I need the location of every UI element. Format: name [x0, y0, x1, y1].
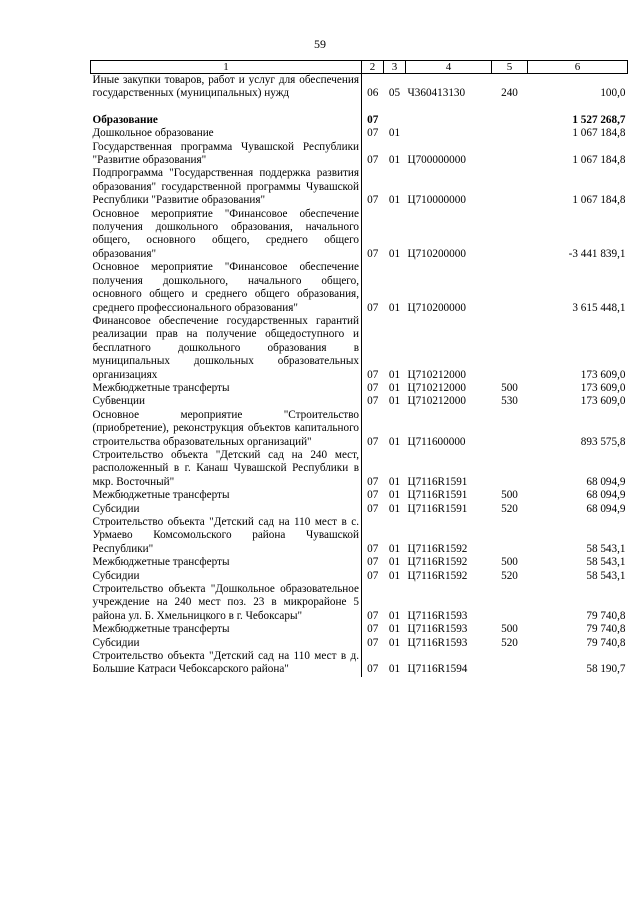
section-code-cell: 07 [367, 569, 379, 582]
expense-type-cell: 520 [501, 636, 518, 649]
amount-cell: 58 543,1 [586, 569, 626, 582]
subsection-code-cell: 01 [388, 663, 401, 676]
subsection-code-cell: 01 [388, 435, 401, 448]
subsection-code-cell: 01 [388, 395, 401, 408]
spacer-cell [406, 101, 492, 114]
section-code-cell: 07 [367, 663, 379, 676]
row-name-cell: Субсидии [91, 637, 362, 650]
expense-type-cell [492, 449, 528, 489]
subsection-code-cell: 01 [388, 556, 401, 569]
section-code-cell: 07 [367, 502, 379, 515]
expense-type-cell [492, 409, 528, 449]
subsection-code-cell: 01 [388, 301, 401, 314]
target-article-cell: Ц7116R1593 [407, 609, 468, 622]
row-name-cell: Основное мероприятие "Финансовое обеспечение получения дошкольного, начального общего, основного общего и среднего общего образования, среднего профессионального образования" [91, 261, 362, 315]
row-name-cell: Государственная программа Чувашской Республики "Развитие образования" [91, 141, 362, 168]
expense-type-cell: 520 [501, 569, 518, 582]
amount-cell: 79 740,8 [586, 609, 626, 622]
row-name-cell: Субсидии [91, 570, 362, 583]
expense-type-cell: 240 [501, 87, 518, 100]
table-row [91, 261, 628, 315]
section-code-cell: 07 [367, 368, 379, 381]
table-row [91, 583, 628, 623]
subsection-code-cell: 01 [388, 127, 401, 140]
section-code-cell: 07 [367, 556, 379, 569]
subsection-code-cell: 01 [388, 489, 401, 502]
target-article-cell: Ц711600000 [407, 435, 466, 448]
row-name-cell: Основное мероприятие "Финансовое обеспечение получения дошкольного образования, начального общего, основного общего, среднего общего образования" [91, 208, 362, 262]
section-code-cell: 07 [367, 475, 379, 488]
table-row [91, 208, 628, 262]
expense-type-cell [492, 650, 528, 677]
table-row [91, 127, 628, 140]
section-code-cell: 07 [367, 381, 379, 394]
column-header: 6 [528, 61, 628, 74]
row-name-cell: Межбюджетные трансферты [91, 623, 362, 636]
subsection-code-cell: 01 [388, 542, 401, 555]
amount-cell: 1 067 184,8 [572, 194, 626, 207]
amount-cell: 100,0 [600, 87, 626, 100]
row-name-cell: Межбюджетные трансферты [91, 382, 362, 395]
subsection-code-cell: 01 [388, 609, 401, 622]
target-article-cell: Ц7116R1593 [407, 636, 468, 649]
amount-cell: 173 609,0 [580, 368, 626, 381]
row-name-cell: Субвенции [91, 395, 362, 408]
column-header: 3 [384, 61, 406, 74]
amount-cell: 58 190,7 [586, 663, 626, 676]
expense-type-cell: 500 [501, 489, 518, 502]
amount-cell: 79 740,8 [586, 636, 626, 649]
subsection-code-cell: 01 [388, 154, 401, 167]
amount-cell: 173 609,0 [580, 395, 626, 408]
amount-cell: 68 094,9 [586, 502, 626, 515]
table-row [91, 489, 628, 502]
subsection-code-cell: 01 [388, 381, 401, 394]
table-row [91, 570, 628, 583]
target-article-cell: Ц710200000 [407, 247, 466, 260]
amount-cell: 3 615 448,1 [572, 301, 626, 314]
expense-type-cell: 500 [501, 381, 518, 394]
section-code-cell: 07 [367, 609, 379, 622]
target-article-cell: Ц710212000 [407, 381, 466, 394]
row-name-cell: Образование [91, 114, 362, 127]
section-code-cell: 07 [367, 542, 379, 555]
amount-cell: 58 543,1 [586, 542, 626, 555]
expense-type-cell: 530 [501, 395, 518, 408]
table-row [91, 141, 628, 168]
expense-type-cell [492, 114, 528, 127]
row-name-cell: Строительство объекта "Детский сад на 110 мест в с. Урмаево Комсомольского района Чувашской Республики" [91, 516, 362, 556]
amount-cell: 173 609,0 [580, 381, 626, 394]
table-row [91, 395, 628, 408]
target-article-cell [406, 114, 492, 127]
column-header: 1 [91, 61, 362, 74]
expense-type-cell: 500 [501, 556, 518, 569]
amount-cell: 1 067 184,8 [572, 154, 626, 167]
row-name-cell: Субсидии [91, 503, 362, 516]
table-row [91, 516, 628, 556]
table-row [91, 503, 628, 516]
row-name-cell: Финансовое обеспечение государственных гарантий реализации прав на получение общедоступного и бесплатного дошкольного образования в муниципальных дошкольных образовательных организациях [91, 315, 362, 382]
subsection-code-cell: 05 [388, 87, 401, 100]
table-body [91, 74, 628, 677]
subsection-code-cell: 01 [388, 569, 401, 582]
target-article-cell: Ц7116R1592 [407, 542, 468, 555]
spacer-cell [492, 101, 528, 114]
expense-type-cell [492, 315, 528, 382]
amount-cell: 58 543,1 [586, 556, 626, 569]
amount-cell: 1 067 184,8 [572, 127, 626, 140]
table-row [91, 74, 628, 101]
spacer-cell [362, 101, 384, 114]
column-header: 2 [362, 61, 384, 74]
column-header: 4 [406, 61, 492, 74]
table-row [91, 650, 628, 677]
section-code-cell: 07 [367, 127, 379, 140]
section-code-cell: 07 [367, 489, 379, 502]
target-article-cell: Ц7116R1592 [407, 569, 468, 582]
row-name-cell: Строительство объекта "Детский сад на 240 мест, расположенный в г. Канаш Чувашской Республики в мкр. Восточный" [91, 449, 362, 489]
row-name-cell: Подпрограмма "Государственная поддержка развития образования" государственной программы Чувашской Республики "Развитие образования" [91, 167, 362, 207]
table-row [91, 556, 628, 569]
table-row [91, 449, 628, 489]
amount-cell: 893 575,8 [580, 435, 626, 448]
row-name-cell: Межбюджетные трансферты [91, 556, 362, 569]
column-header: 5 [492, 61, 528, 74]
subsection-code-cell: 01 [388, 194, 401, 207]
section-code-cell: 07 [367, 395, 379, 408]
row-name-cell: Строительство объекта "Детский сад на 110 мест в д. Большие Катраси Чебоксарского района" [91, 650, 362, 677]
section-code-cell: 07 [367, 435, 379, 448]
table-row [91, 315, 628, 382]
spacer-cell [384, 101, 406, 114]
expense-type-cell [492, 261, 528, 315]
page-number: 59 [314, 37, 326, 51]
target-article-cell: Ц700000000 [407, 154, 466, 167]
section-code-cell: 07 [367, 636, 379, 649]
target-article-cell: Ц710000000 [407, 194, 466, 207]
table-row [91, 623, 628, 636]
amount-cell: 1 527 268,7 [572, 113, 626, 126]
section-code-cell: 07 [367, 194, 379, 207]
subsection-code-cell [384, 114, 406, 127]
subsection-code-cell: 01 [388, 368, 401, 381]
target-article-cell: Ч360413130 [407, 87, 466, 100]
row-name-cell: Строительство объекта "Дошкольное образовательное учреждение на 240 мест поз. 23 в микрорайоне 5 района ул. Б. Хмельницкого в г. Чебоксары" [91, 583, 362, 623]
expense-type-cell [492, 127, 528, 140]
table-header-row [91, 61, 628, 74]
section-code-cell: 07 [367, 247, 379, 260]
table-row [91, 409, 628, 449]
section-code-cell: 07 [367, 301, 379, 314]
subsection-code-cell: 01 [388, 623, 401, 636]
expense-type-cell [492, 141, 528, 168]
subsection-code-cell: 01 [388, 247, 401, 260]
section-code-cell: 07 [367, 623, 379, 636]
section-code-cell: 07 [367, 113, 379, 126]
amount-cell: 79 740,8 [586, 623, 626, 636]
target-article-cell: Ц7116R1594 [407, 663, 468, 676]
target-article-cell [406, 127, 492, 140]
expense-type-cell: 520 [501, 502, 518, 515]
table-row [91, 637, 628, 650]
target-article-cell: Ц7116R1592 [407, 556, 468, 569]
subsection-code-cell: 01 [388, 636, 401, 649]
expense-type-cell [492, 167, 528, 207]
section-code-cell: 06 [367, 87, 379, 100]
target-article-cell: Ц7116R1593 [407, 623, 468, 636]
target-article-cell: Ц7116R1591 [407, 502, 468, 515]
amount-cell: 68 094,9 [586, 475, 626, 488]
row-name-cell: Основное мероприятие "Строительство (приобретение), реконструкция объектов капитального строительства образовательных организаций" [91, 409, 362, 449]
subsection-code-cell: 01 [388, 502, 401, 515]
target-article-cell: Ц7116R1591 [407, 489, 468, 502]
target-article-cell: Ц710212000 [407, 395, 466, 408]
spacer-cell [528, 101, 628, 114]
target-article-cell: Ц7116R1591 [407, 475, 468, 488]
amount-cell: -3 441 839,1 [568, 247, 626, 260]
section-code-cell: 07 [367, 154, 379, 167]
amount-cell: 68 094,9 [586, 489, 626, 502]
expense-type-cell [492, 516, 528, 556]
row-name-cell: Межбюджетные трансферты [91, 489, 362, 502]
spacer-cell [91, 101, 362, 114]
expense-type-cell [492, 208, 528, 262]
target-article-cell: Ц710212000 [407, 368, 466, 381]
table-row [91, 382, 628, 395]
subsection-code-cell: 01 [388, 475, 401, 488]
table-row [91, 114, 628, 127]
table-row [91, 167, 628, 207]
target-article-cell: Ц710200000 [407, 301, 466, 314]
budget-table [90, 60, 628, 677]
spacer-row [91, 101, 628, 114]
expense-type-cell: 500 [501, 623, 518, 636]
expense-type-cell [492, 583, 528, 623]
row-name-cell: Дошкольное образование [91, 127, 362, 140]
row-name-cell: Иные закупки товаров, работ и услуг для обеспечения государственных (муниципальных) нужд [91, 74, 362, 101]
